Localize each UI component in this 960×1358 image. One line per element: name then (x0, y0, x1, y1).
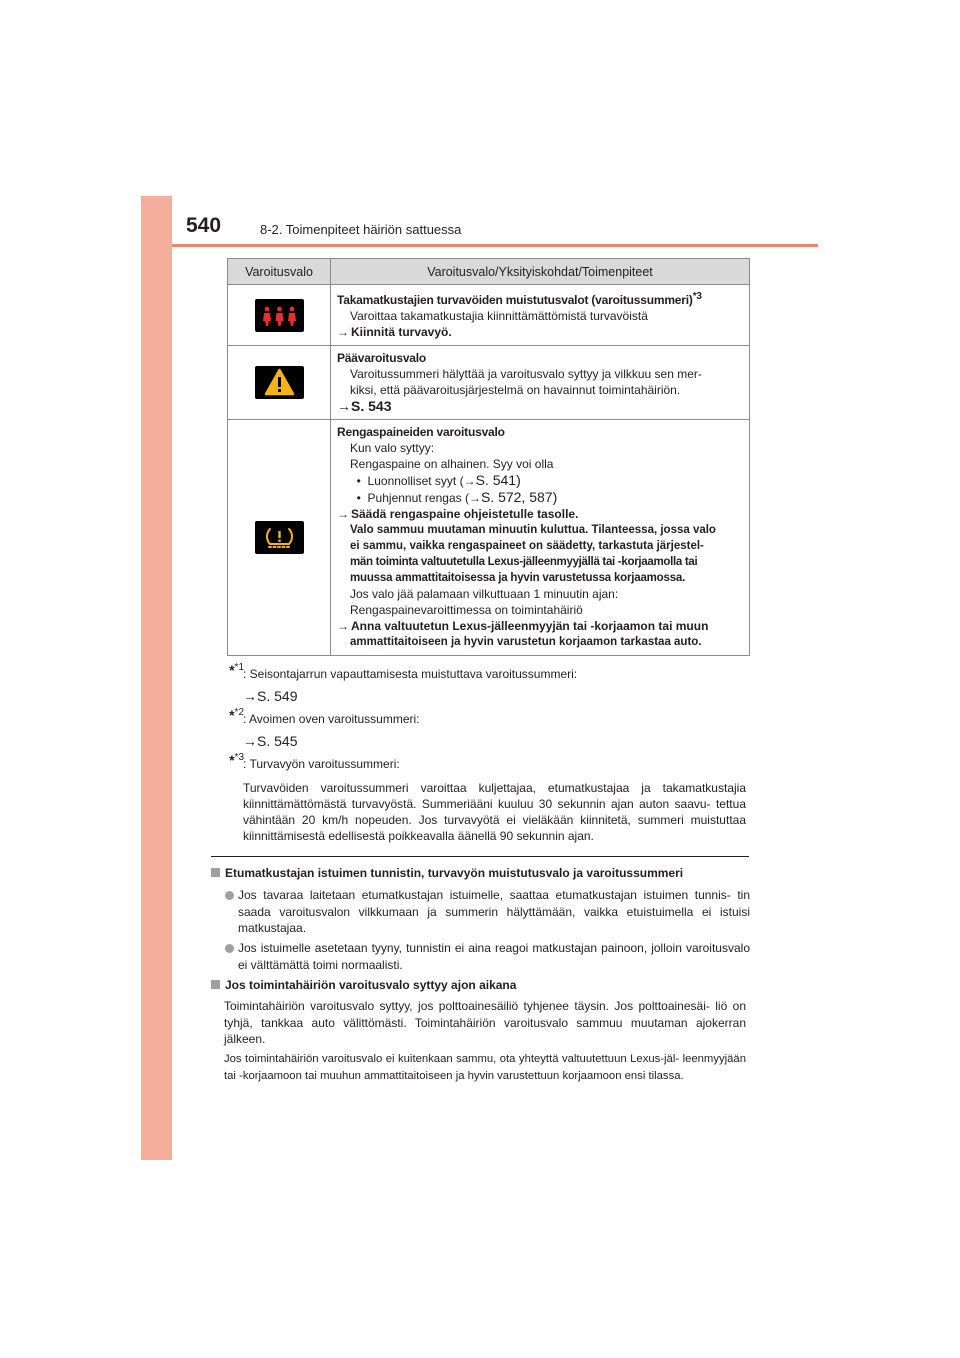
table-row (228, 420, 750, 656)
page-reference: S. 541) (475, 472, 521, 488)
separator (211, 856, 749, 857)
list-item-text: Jos istuimelle asetetaan tyyny, tunnistin ei aina reagoi matkustajan painoon, jolloin varoitusvalo ei välttämättä toimi normaalisti. (238, 941, 750, 972)
row-note: ei sammu, vaikka rengaspaineet on säädetty, tarkastuta järjestel- (350, 540, 704, 552)
list-item-text: Jos tavaraa laitetaan etumatkustajan istuimelle, saattaa etumatkustajan istuimen tunnis- tin saada varoitusvalon vilkkumaan ja summerin hälyttämään, vaikka etuistuimella ei istuisi matkustajaa. (238, 888, 750, 935)
note-heading-text: Jos toimintahäiriön varoitusvalo syttyy ajon aikana (225, 978, 517, 992)
page-number: 540 (186, 214, 222, 237)
row-action: ammattitaitoiseen ja hyvin varustetun korjaamon tarkastaa auto. (350, 636, 702, 648)
row-action: Säädä rengaspaine ohjeistetulle tasolle. (351, 507, 579, 521)
list-item-text: Puhjennut rengas ( (367, 491, 469, 505)
note-heading (211, 978, 516, 992)
description-cell (331, 285, 750, 346)
note-paragraph: Toimintahäiriön varoitusvalo syttyy, jos polttoainesäiliö tyhjenee täysin. Jos polttoainesäi- liö on tyhjä, tankkaa auto välittömästi. Toimintahäiriön varoitusvalo sammuu muutaman ajokerran jälkeen. (224, 999, 746, 1046)
note-paragraph: Jos toimintahäiriön varoitusvalo ei kuitenkaan sammu, ota yhteyttä valtuutettuun Lexus-jäl- leenmyyjään tai -korjaamoon tai muuhun ammattitaitoiseen ja hyvin varustettuun korjaamoon ensi tilassa. (224, 1053, 746, 1082)
list-item (225, 940, 750, 973)
row-text: Rengaspainevaroittimessa on toimintahäiriö (350, 603, 583, 617)
arrow-icon: → (463, 474, 476, 488)
row-note: muussa ammattitaitoisessa ja hyvin varustetussa korjaamossa. (350, 572, 686, 584)
icon-cell (228, 285, 331, 346)
row-note: män toiminta valtuutetulla Lexus-jälleenmyyjällä tai -korjaamolla tai (350, 556, 698, 568)
arrow-icon: → (243, 688, 257, 704)
footnote-marker: *3 (692, 291, 702, 302)
table-row (228, 285, 750, 346)
description-cell (331, 346, 750, 420)
tire-pressure-warning-icon (255, 521, 304, 554)
column-header: Varoitusvalo/Yksityiskohdat/Toimenpiteet (331, 259, 750, 285)
icon-cell (228, 346, 331, 420)
list-item: • Puhjennut rengas (→S. 572, 587) (350, 489, 558, 505)
footnote-text: : Turvavyön varoitussummeri: (243, 757, 400, 771)
rear-seatbelt-reminder-icon (255, 299, 304, 332)
arrow-icon: → (337, 398, 351, 414)
table-row (228, 346, 750, 420)
warning-light-table (227, 258, 750, 656)
row-title: Takamatkustajien turvavöiden muistutusvalot (varoitussummeri) (337, 293, 693, 307)
row-title: Päävaroitusvalo (337, 351, 427, 365)
icon-cell (228, 420, 331, 656)
row-action: Kiinnitä turvavyö. (351, 325, 452, 339)
circle-bullet-icon (225, 944, 234, 953)
row-text: Varoittaa takamatkustajia kiinnittämättömistä turvavöistä (350, 309, 648, 323)
square-bullet-icon (211, 980, 220, 989)
arrow-icon: → (337, 619, 349, 633)
footnote-text: : Avoimen oven varoitussummeri: (243, 712, 420, 726)
footnote-marker: *3 (234, 752, 244, 763)
arrow-icon: → (243, 733, 257, 749)
footnote-text: : Seisontajarrun vapauttamisesta muistuttava varoitussummeri: (243, 667, 578, 681)
section-title: 8-2. Toimenpiteet häiriön sattuessa (260, 222, 462, 237)
table-header-row (228, 259, 750, 285)
arrow-icon: → (337, 507, 349, 521)
column-header: Varoitusvalo (228, 259, 331, 285)
note-heading-text: Etumatkustajan istuimen tunnistin, turvavyön muistutusvalo ja varoitussummeri (225, 866, 684, 880)
row-text: kiksi, että päävaroitusjärjestelmä on havainnut toimintahäiriön. (350, 383, 681, 397)
arrow-icon: → (337, 325, 349, 339)
row-title: Rengaspaineiden varoitusvalo (337, 425, 505, 439)
row-note: Valo sammuu muutaman minuutin kuluttua. Tilanteessa, jossa valo (350, 524, 716, 536)
row-action: Anna valtuutetun Lexus-jälleenmyyjän tai -korjaamon tai muun (351, 619, 709, 633)
list-item (225, 887, 750, 937)
row-text: Varoitussummeri hälyttää ja varoitusvalo syttyy ja vilkkuu sen mer- (350, 367, 702, 381)
header-rule (172, 244, 818, 247)
page-reference: S. 572, 587) (480, 489, 558, 505)
master-warning-icon (255, 366, 304, 399)
footnote-reference (243, 733, 297, 749)
page-reference: S. 549 (257, 688, 298, 704)
list-item-text: Luonnolliset syyt ( (367, 474, 464, 488)
footnote-marker: *1 (234, 662, 244, 673)
footnote-reference (243, 688, 297, 704)
row-text: Kun valo syttyy: (350, 441, 435, 455)
row-text: Jos valo jää palamaan vilkuttuaan 1 minuutin ajan: (350, 587, 619, 601)
row-text: Rengaspaine on alhainen. Syy voi olla (350, 457, 554, 471)
list-item: • Luonnolliset syyt (→S. 541) (350, 472, 521, 488)
square-bullet-icon (211, 868, 220, 877)
footnote-marker: *2 (234, 707, 244, 718)
description-cell (331, 420, 750, 656)
footnote-paragraph: Turvavöiden varoitussummeri varoittaa kuljettajaa, etumatkustajaa ja takamatkustajia kiinnittämättömästä turvavyöstä. Summeriääni kuuluu 30 sekunnin ajan auton saavu- tettua vähintään 20 km/h nopeuden. Jos turvavyötä ei vieläkään kiinnitetä, summeri muistuttaa kiinnittämisestä edellisestä poikkeavalla äänellä 90 sekunnin ajan. (243, 781, 746, 843)
note-heading (211, 866, 683, 880)
circle-bullet-icon (225, 891, 234, 900)
chapter-side-tab (141, 196, 172, 1160)
page-reference: S. 543 (351, 398, 392, 414)
arrow-icon: → (468, 491, 481, 505)
page-reference: S. 545 (257, 733, 298, 749)
